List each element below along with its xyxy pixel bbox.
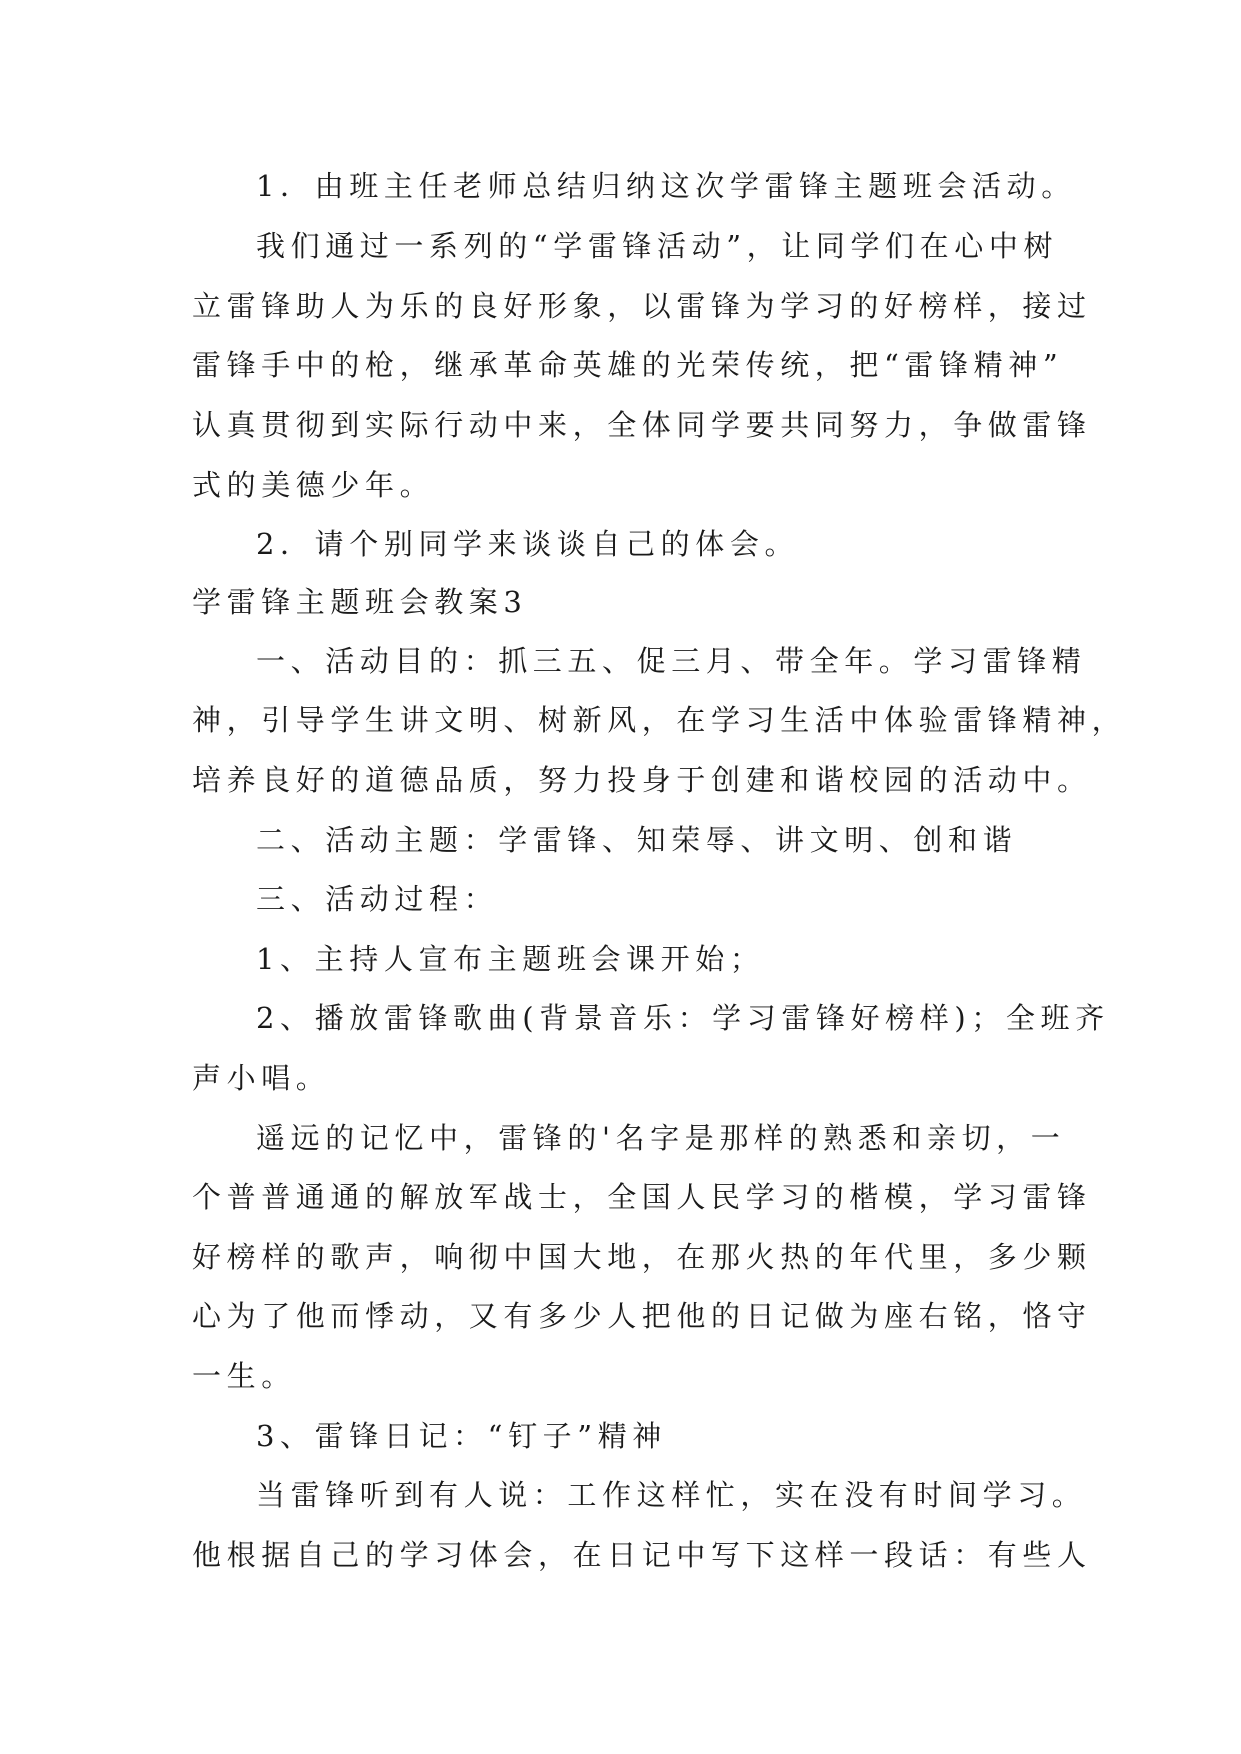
paragraph-line: 一、活动目的：抓三五、促三月、带全年。学习雷锋精 [256, 644, 1087, 678]
paragraph-line: 2．请个别同学来谈谈自己的体会。 [256, 527, 800, 561]
paragraph-line: 声小唱。 [192, 1061, 331, 1095]
paragraph-line: 个普普通通的解放军战士，全国人民学习的楷模，学习雷锋 [192, 1180, 1092, 1214]
paragraph-line: 1．由班主任老师总结归纳这次学雷锋主题班会活动。 [256, 169, 1076, 203]
paragraph-line: 二、活动主题：学雷锋、知荣辱、讲文明、创和谐 [256, 823, 1018, 857]
paragraph-line: 1、主持人宣布主题班会课开始； [256, 942, 765, 976]
paragraph-line: 好榜样的歌声，响彻中国大地，在那火热的年代里，多少颗 [192, 1240, 1092, 1274]
paragraph-line: 当雷锋听到有人说：工作这样忙，实在没有时间学习。 [256, 1478, 1087, 1512]
paragraph-line: 心为了他而悸动，又有多少人把他的日记做为座右铭，恪守 [192, 1299, 1092, 1333]
paragraph-line: 我们通过一系列的“学雷锋活动”，让同学们在心中树 [256, 229, 1059, 263]
paragraph-line: 式的美德少年。 [192, 468, 435, 502]
paragraph-line: 2、播放雷锋歌曲(背景音乐：学习雷锋好榜样)；全班齐 [256, 1001, 1110, 1035]
paragraph-line: 培养良好的道德品质，努力投身于创建和谐校园的活动中。 [192, 763, 1092, 797]
paragraph-line: 神，引导学生讲文明、树新风，在学习生活中体验雷锋精神， [192, 703, 1127, 737]
paragraph-line: 遥远的记忆中，雷锋的'名字是那样的熟悉和亲切，一 [256, 1121, 1066, 1155]
paragraph-line: 3、雷锋日记：“钉子”精神 [256, 1419, 667, 1453]
paragraph-line: 立雷锋助人为乐的良好形象，以雷锋为学习的好榜样，接过 [192, 289, 1092, 323]
paragraph-line: 认真贯彻到实际行动中来，全体同学要共同努力，争做雷锋 [192, 408, 1092, 442]
paragraph-line: 他根据自己的学习体会，在日记中写下这样一段话：有些人 [192, 1538, 1092, 1572]
section-title: 学雷锋主题班会教案3 [192, 585, 528, 619]
paragraph-line: 一生。 [192, 1359, 296, 1393]
paragraph-line: 雷锋手中的枪，继承革命英雄的光荣传统，把“雷锋精神” [192, 348, 1064, 382]
paragraph-line: 三、活动过程： [256, 882, 499, 916]
